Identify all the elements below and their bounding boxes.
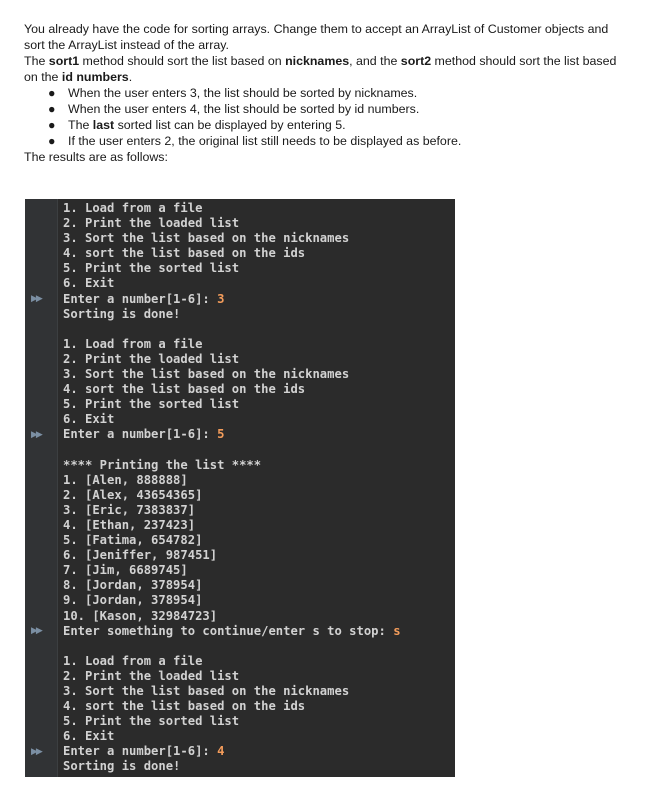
console-line-text: 2. Print the loaded list [63,351,240,366]
user-input: s [393,623,401,638]
console-line-text: 3. [Eric, 7383837] [63,502,196,517]
list-item: ● If the user enters 2, the original list still needs to be displayed as before. [48,134,462,148]
console-line [63,397,401,412]
console-line-text: 8. [Jordan, 378954] [63,578,203,593]
console-line-text: 9. [Jordan, 378954] [63,593,203,608]
console-line [63,714,401,729]
console-line [63,337,401,352]
console-line-text: 1. Load from a file [63,336,203,351]
console-line-text: 3. Sort the list based on the nicknames [63,367,350,382]
console-line [63,639,401,654]
list-item: ● The last sorted list can be displayed by entering 5. [48,118,346,132]
console-line-text: Enter something to continue/enter s to stop: [63,623,394,638]
intro-paragraph: You already have the code for sorting arrays. Change them to accept an ArrayList of Customer objects and sort the ArrayList instead of the array. [24,22,609,52]
console-line [63,654,401,669]
console-line [63,427,401,442]
console-line [63,684,401,699]
console-line [63,488,401,503]
console-line [63,609,401,624]
console-line-text: Enter a number[1-6]: [63,427,218,442]
console-line-text: 3. Sort the list based on the nicknames [63,231,350,246]
console-line-text: 2. Print the loaded list [63,668,240,683]
console-line [63,669,401,684]
console-line-text: 1. [Alen, 888888] [63,472,188,487]
console-line [63,578,401,593]
console-line [63,382,401,397]
console-line-text: 2. Print the loaded list [63,216,240,231]
console-line-text: Sorting is done! [63,759,181,774]
bullet-icon: ● [48,118,56,132]
console-line [63,367,401,382]
console-line-text: Sorting is done! [63,306,181,321]
console-line [63,261,401,276]
console-gutter [25,199,58,777]
console-line [63,443,401,458]
console-line [63,246,401,261]
console-line [63,518,401,533]
console-line-text: 5. Print the sorted list [63,261,240,276]
console-line-text: 10. [Kason, 32984723] [63,608,218,623]
console-line-text: 4. [Ethan, 237423] [63,517,196,532]
console-line [63,231,401,246]
console-line-text: 1. Load from a file [63,653,203,668]
console-line-text: 6. Exit [63,729,115,744]
user-input: 3 [217,291,225,306]
console-lines [63,201,401,775]
console-line [63,548,401,563]
console-line-text: 4. sort the list based on the ids [63,382,306,397]
console-line-text: 4. sort the list based on the ids [63,699,306,714]
console-line-text: 6. Exit [63,412,115,427]
user-input: 4 [217,744,225,759]
console-line-text: 4. sort the list based on the ids [63,246,306,261]
console-line-text: Enter a number[1-6]: [63,291,218,306]
console-line [63,292,401,307]
console-line [63,201,401,216]
console-line-text: 5. [Fatima, 654782] [63,533,203,548]
user-input: 5 [217,427,225,442]
console-line [63,216,401,231]
console-line-text: 6. Exit [63,276,115,291]
input-arrow-icon: ▶▶ [31,429,41,440]
console-line [63,473,401,488]
bullet-icon: ● [48,86,56,100]
console-line [63,563,401,578]
console-line [63,593,401,608]
console-line [63,624,401,639]
bullet-icon: ● [48,102,56,116]
console-line-text: 1. Load from a file [63,201,203,215]
list-item: ● When the user enters 3, the list should be sorted by nicknames. [48,86,418,100]
console-line [63,759,401,774]
list-item: ● When the user enters 4, the list should be sorted by id numbers. [48,102,420,116]
console-output [25,199,455,777]
requirements-paragraph: The sort1 method should sort the list based on nicknames, and the sort2 method should sort the list based on the id numbers. [24,54,617,84]
console-line [63,352,401,367]
bullet-icon: ● [48,134,56,148]
console-line [63,412,401,427]
console-line [63,503,401,518]
instructions [24,21,658,165]
input-arrow-icon: ▶▶ [31,625,41,636]
results-intro: The results are as follows: [24,150,168,164]
console-line-text: 6. [Jeniffer, 987451] [63,548,218,563]
requirements-list [24,85,658,149]
console-line [63,276,401,291]
console-line [63,458,401,473]
console-line [63,533,401,548]
console-line [63,729,401,744]
console-line-text: 7. [Jim, 6689745] [63,563,188,578]
console-line-text: **** Printing the list **** [63,457,262,472]
console-line-text: 2. [Alex, 43654365] [63,487,203,502]
console-line [63,307,401,322]
console-line-text: 5. Print the sorted list [63,714,240,729]
input-arrow-icon: ▶▶ [31,293,41,304]
console-line-text: 3. Sort the list based on the nicknames [63,684,350,698]
console-line-text: Enter a number[1-6]: [63,744,218,759]
input-arrow-icon: ▶▶ [31,746,41,757]
console-line [63,699,401,714]
console-line-text: 5. Print the sorted list [63,397,240,412]
console-line [63,744,401,759]
console-line [63,322,401,337]
